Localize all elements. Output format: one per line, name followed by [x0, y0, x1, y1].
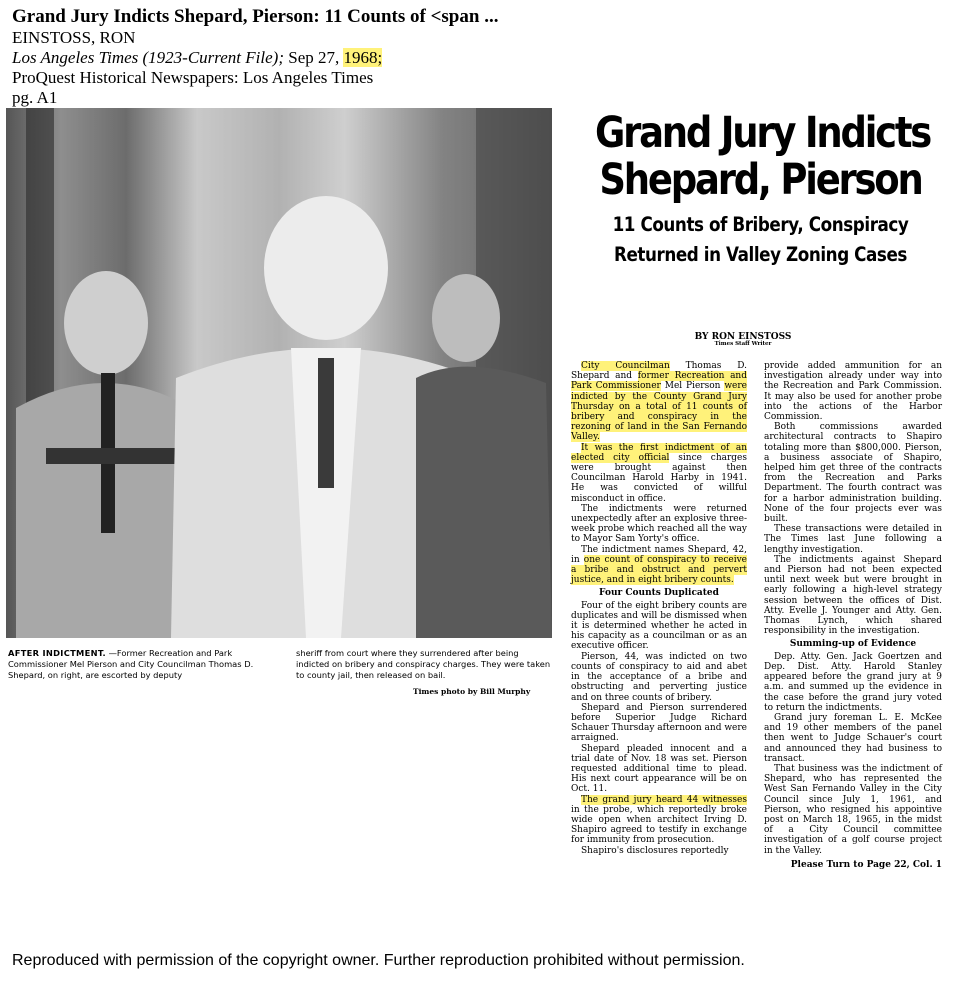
paragraph: Shapiro's disclosures reportedly [581, 845, 729, 856]
byline-title: Times Staff Writer [714, 341, 772, 347]
article-column-1 [571, 361, 747, 856]
paragraph: Pierson, 44, was indicted on two counts of conspiracy to aid and abet in the acceptance of a bribe and obstructing and perverting justice and on three counts of bribery. [571, 651, 747, 703]
paragraph: Dep. Atty. Gen. Jack Goertzen and Dep. Dist. Atty. Harold Stanley appeared before the grand jury at 9 a.m. and summed up the evidence in the case before the grand jury voted to return the indictments. [764, 651, 942, 713]
caption-column-1 [8, 648, 278, 681]
paragraph: The indictment names Shepard, 42, in one count of conspiracy to receive a bribe and obstruct and pervert justice, and in eight bribery counts. [571, 544, 747, 586]
photo-caption [8, 648, 554, 700]
paragraph: Four of the eight bribery counts are duplicates and will be dismissed when it is determined whether he acted in his capacity as a councilman or as an executive officer. [571, 600, 747, 652]
paragraph: Shepard and Pierson surrendered before Superior Judge Richard Schauer Thursday afternoon and were arraigned. [571, 702, 747, 744]
caption-lead: AFTER INDICTMENT. [8, 648, 106, 658]
headline-line-1: Grand Jury Indicts [594, 108, 931, 158]
paragraph: The indictments against Shepard and Pierson had not been expected until next week but were brought in early following a high-level strategy session between the offices of Dist. Atty. Evelle J. Younger and Atty. Gen. Thomas Lynch, which shared responsibility in the investigation. [764, 554, 942, 637]
jump-line: Please Turn to Page 22, Col. 1 [790, 859, 942, 870]
paragraph: The grand jury heard 44 witnesses in the probe, which reportedly broke wide open when architect Irving D. Shapiro agreed to testify in exchange for immunity from prosecution. [571, 794, 747, 846]
byline [568, 332, 918, 347]
caption-column-2: sheriff from court where they surrendered after being indicted on bribery and conspiracy charges. They were taken to county jail, then released on bail. [296, 648, 551, 680]
byline-author: BY RON EINSTOSS [694, 332, 792, 342]
citation-title: Grand Jury Indicts Shepard, Pierson: 11 Counts of <span ... [12, 6, 499, 27]
caption-text-1: —Former Recreation and Park Commissioner Mel Pierson and City Councilman Thomas D. Shepard, on right, are escorted by deputy [8, 648, 254, 680]
citation-page: pg. A1 [12, 88, 58, 107]
copyright-notice: Reproduced with permission of the copyright owner. Further reproduction prohibited without permission. [12, 952, 745, 969]
photo-illustration [6, 108, 552, 638]
paragraph: Grand jury foreman L. E. McKee and 19 other members of the panel then went to Judge Schauer's court and announced they had business to transact. [764, 712, 942, 764]
article-column-2 [764, 361, 942, 870]
paragraph: These transactions were detailed in The Times last June following a lengthy investigation. [764, 524, 942, 555]
paragraph: City Councilman Thomas D. Shepard and former Recreation and Park Commissioner Mel Pierson were indicted by the County Grand Jury Thursday on a total of 11 counts of bribery and conspiracy in the rezoning of land in the San Fernando Valley. [571, 361, 748, 443]
citation-author: EINSTOSS, RON [12, 28, 136, 47]
citation-header [12, 6, 942, 108]
paragraph: It was the first indictment of an elected city official since charges were brought against then Councilman Harold Harby in 1941. He was convicted of willful misconduct in office. [571, 442, 747, 504]
photo-credit: Times photo by Bill Murphy [413, 687, 531, 696]
citation-source-line [12, 48, 942, 68]
news-photo [6, 108, 552, 638]
subhead-line-2: Returned in Valley Zoning Cases [613, 243, 907, 266]
headline-line-2: Shepard, Pierson [599, 155, 922, 205]
citation-year: 1968; [343, 48, 383, 67]
paragraph: Both commissions awarded architectural contracts to Shapiro totaling more than $800,000. Pierson, a business associate of Shapiro, helped him get three of the contracts from the Recreation and Parks Department. The fourth contract was for a harbor administration building. None of the four projects ever was built. [764, 422, 942, 525]
paragraph: provide added ammunition for an investigation already under way into the Recreation and Park Commission. It may also be used for another probe into the actions of the Harbor Commission. [764, 361, 942, 423]
section-subhead: Four Counts Duplicated [599, 588, 719, 599]
section-subhead: Summing-up of Evidence [789, 639, 917, 650]
subhead-line-1: 11 Counts of Bribery, Conspiracy [612, 213, 909, 236]
citation-source: Los Angeles Times (1923-Current File); [12, 48, 284, 67]
paragraph: That business was the indictment of Shepard, who has represented the West San Fernando Valley in the City Council since July 1, 1961, and Pierson, who resigned his appointive post on March 18, 1965, in the midst of a City Council committee investigation of a golf course project in the Valley. [764, 763, 942, 856]
citation-date: Sep 27, [288, 48, 340, 67]
paragraph: Shepard pleaded innocent and a trial date of Nov. 18 was set. Pierson requested additional time to plead. His next court appearance will be on Oct. 11. [571, 743, 747, 795]
article-headline [568, 110, 953, 270]
citation-database: ProQuest Historical Newspapers: Los Angeles Times [12, 68, 374, 87]
paragraph: The indictments were returned unexpectedly after an explosive three-week probe which reached all the way to Mayor Sam Yorty's office. [571, 503, 747, 545]
